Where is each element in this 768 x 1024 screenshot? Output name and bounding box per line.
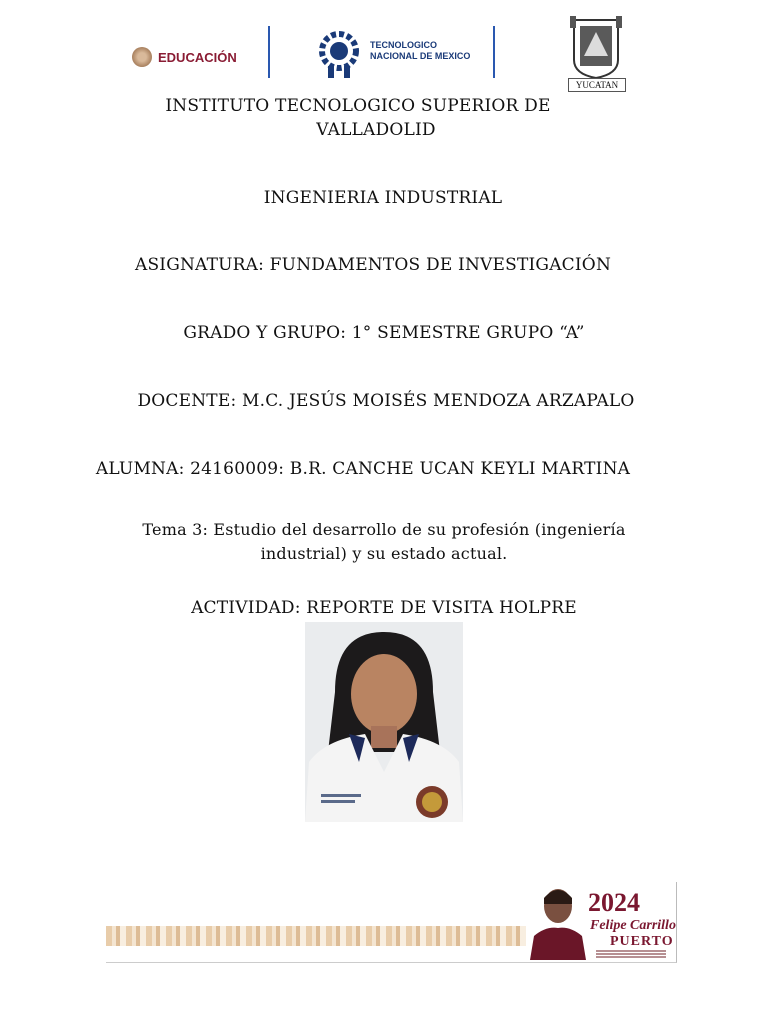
felipe-carrillo-portrait-icon (526, 884, 586, 960)
footer-banner (106, 882, 677, 963)
topic-line2: industrial) y su estado actual. (260, 544, 508, 563)
tecnm-logo-line2: NACIONAL DE MEXICO (370, 51, 471, 61)
student-line: ALUMNA: 24160009: B.R. CANCHE UCAN KEYLI MARTINA (95, 459, 631, 479)
institute-line2: VALLADOLID (316, 120, 436, 140)
tecnm-logo (318, 22, 470, 80)
footer-fine-print (596, 950, 666, 952)
educacion-logo-text: EDUCACIÓN (158, 49, 237, 65)
yucatan-label: YUCATAN (568, 78, 626, 92)
topic-line1: Tema 3: Estudio del desarrollo de su profesión (ingeniería (142, 520, 626, 539)
subject-line: ASIGNATURA: FUNDAMENTOS DE INVESTIGACIÓN (134, 255, 612, 275)
footer-surname: PUERTO (610, 934, 674, 949)
activity-line: ACTIVIDAD: REPORTE DE VISITA HOLPRE (191, 598, 577, 618)
student-portrait-icon (305, 622, 463, 822)
tecnm-logo-line1: TECNOLOGICO (370, 40, 437, 50)
student-photo (305, 622, 463, 822)
footer-name: Felipe Carrillo (590, 918, 676, 933)
footer-year: 2024 (588, 888, 640, 917)
logo-separator-right (493, 26, 495, 78)
institute-line1: INSTITUTO TECNOLOGICO SUPERIOR DE (165, 96, 551, 116)
tecnm-gear-icon (318, 22, 360, 80)
logo-separator-left (268, 26, 270, 78)
grade-group-line: GRADO Y GRUPO: 1° SEMESTRE GRUPO “A” (183, 323, 585, 343)
educacion-logo (132, 44, 237, 70)
teacher-line: DOCENTE: M.C. JESÚS MOISÉS MENDOZA ARZAPALO (137, 391, 635, 411)
footer-pattern-band (106, 926, 526, 946)
mexico-seal-icon (132, 47, 152, 67)
career-title: INGENIERIA INDUSTRIAL (263, 188, 503, 208)
